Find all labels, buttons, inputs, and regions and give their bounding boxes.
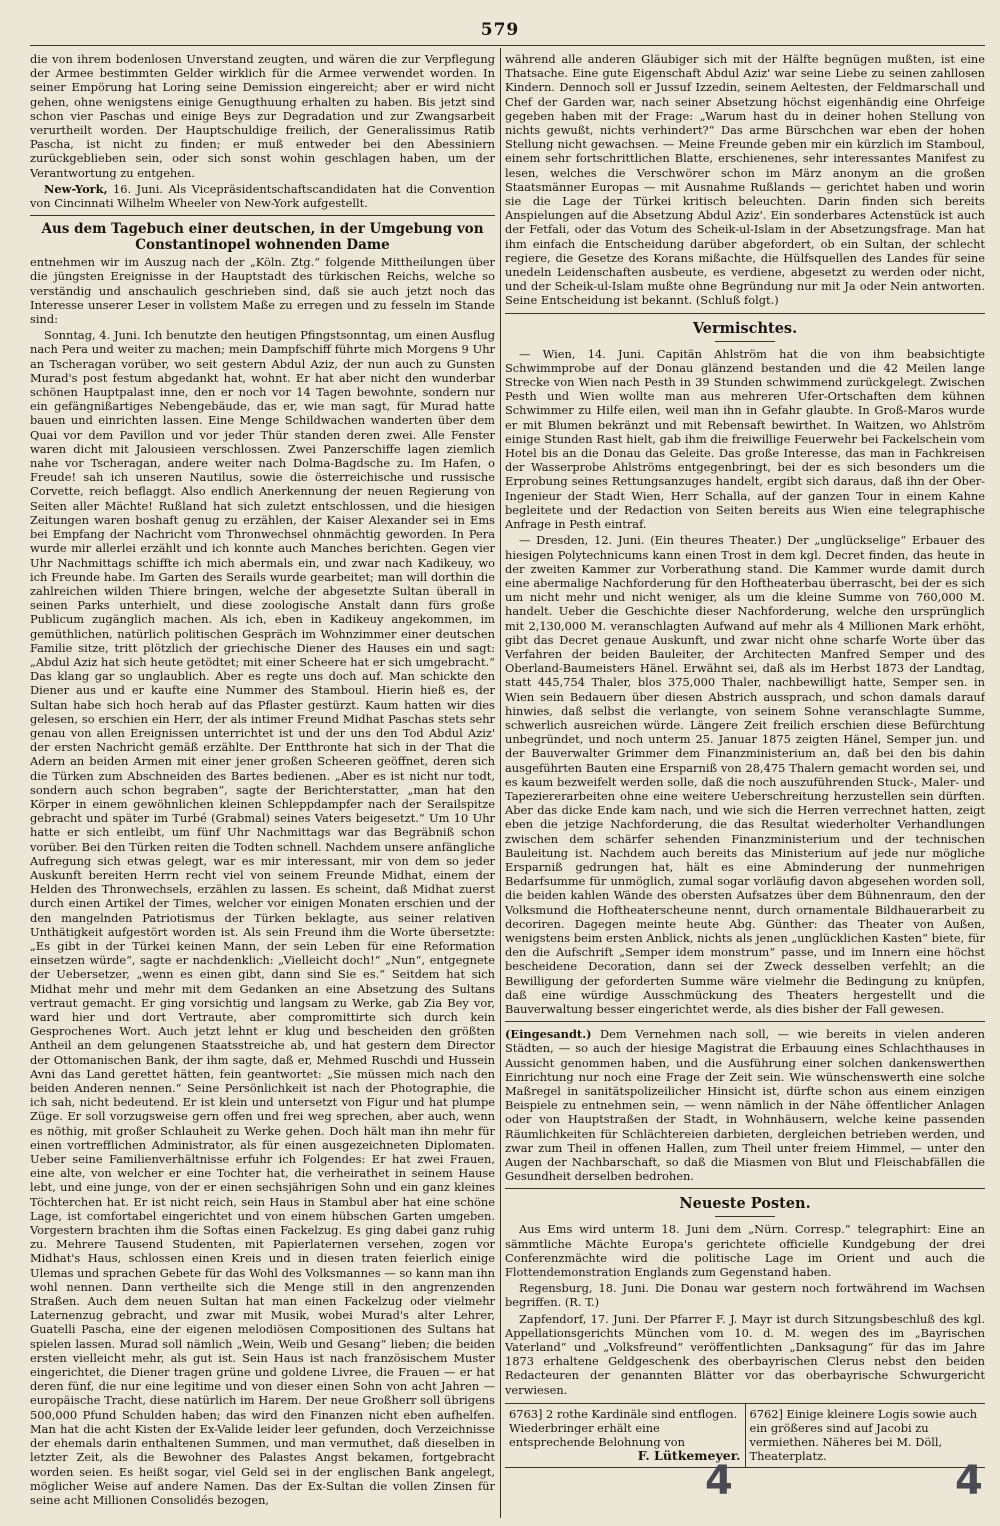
section-rule bbox=[30, 215, 495, 216]
left-column bbox=[30, 52, 495, 1512]
latest-item-ems: Aus Ems wird unterm 18. Juni dem „Nürn. Corresp.“ telegraphirt: Eine an sämmtliche Mächte Europa's gerichtete officielle Kundgebung der drei Conferenzmächte wird die politische Lage im Orient und auch die Flottendemonstration Englands zum Gegenstand haben. bbox=[505, 1222, 985, 1280]
diary-heading: Aus dem Tagebuch einer deutschen, in der Umgebung von Constantinopel wohnenden Dame bbox=[41, 221, 484, 254]
section-rule bbox=[505, 1021, 985, 1022]
diary-continuation: während alle anderen Gläubiger sich mit der Hälfte begnügen mußten, ist eine Thatsache. Eine gute Eigenschaft Abdul Aziz' war seine Liebe zu seinen zahllosen Kindern. Dennoch soll er Jussuf Izzedin, seinem Aeltesten, der Feldmarschall und Chef der Garden war, nach seiner Absetzung höchst eigenhändig eine Ohrfeige gegeben haben mit der Frage: „Warum hast du in deiner hohen Stellung von nichts gewußt, nichts verhindert?“ Das arme Bürschchen war eben der hohen Stellung nicht gewachsen. — Meine Freunde geben mir ein kürzlich im Stamboul, einem sehr fortschrittlichen Blatte, erschienenes, sehr interessantes Manifest zu lesen, welches die Verschwörer schon im März anonym an die großen Staatsmänner Europas — mit Ausnahme Rußlands — gerichtet haben und worin sie die Lage der Türkei kritisch beleuchten. Darin finden sich bereits Anspielungen auf die Absetzung Abdul Aziz'. Ein sonderbares Actenstück ist auch der Fetfali, oder das Votum des Scheik-ul-Islam in der Absetzungsfrage. Man hat ihm einfach die Entscheidung darüber abgefordert, ob ein Sultan, der schlecht regiere, die Gesetze des Korans mißachte, die Hülfsquellen des Landes für seine unedeln Leidenschaften ausbeute, es verdiene, abgesetzt zu werden oder nicht, und der Scheik-ul-Islam mußte ohne Begründung nur mit Ja oder Nein antworten. Seine Entscheidung ist bekannt. (Schluß folgt.) bbox=[505, 52, 985, 308]
eingesandt-text: Dem Vernehmen nach soll, — wie bereits in vielen anderen Städten, — so auch der hiesige Magistrat die Erbauung eines Schlachthauses in Aussicht genommen haben, und die Ausführung einer solchen dankenswerthen Einrichtung nur noch eine Frage der Zeit sein. Wie wünschenswerth eine solche Maßregel in sanitätspolizeilicher Hinsicht ist, dürfte schon aus einem einzigen Beispiele zu entnehmen sein, — wenn nämlich in der Nähe öffentlicher Anlagen oder von Hauptstraßen der Stadt, in Wohnhäusern, welche keine passenden Räumlichkeiten für Schlächtereien darbieten, dergleichen betrieben werden, und zwar zum Theil in offenen Hallen, zum Theil unter freiem Himmel, — unter den Augen der Nachbarschaft, so daß die Miasmen von Blut und Fleischabfällen die Gesundheit derselben bedrohen. bbox=[505, 1027, 985, 1184]
newyork-dateline: New-York, bbox=[44, 181, 108, 196]
ad-logis-text: 6762] Einige kleinere Logis sowie auch ein größeres sind auf Jacobi zu vermiethen. Näheres bei M. Döll, Theaterplatz. bbox=[749, 1406, 978, 1464]
latest-item-zapfendorf: Zapfendorf, 17. Juni. Der Pfarrer F. J. Mayr ist durch Sitzungsbeschluß des kgl. Appellationsgerichts München vom 10. d. M. wegen des im „Bayrischen Vaterland“ und „Volksfreund“ veröffentlichten „Danksagung“ für das im Jahre 1873 erhaltene Geldgeschenk des oberbayrischen Clerus nebst den beiden Redacteuren der genannten Blätter vor das oberbayrische Schwurgericht verwiesen. bbox=[505, 1311, 985, 1397]
short-rule bbox=[715, 341, 775, 342]
header-rule bbox=[30, 45, 985, 46]
newyork-text: 16. Juni. Als Vicepräsidentschaftscandidaten hat die Convention von Cincinnati Wilhelm Wheeler von New-York aufgestellt. bbox=[30, 181, 495, 211]
handwritten-mark: 4 bbox=[705, 1458, 733, 1504]
diary-entry: Sonntag, 4. Juni. Ich benutzte den heutigen Pfingstsonntag, um einen Ausflug nach Pera und weiter zu machen; mein Dampfschiff führte mich Morgens 9 Uhr an Tscheragan vorüber, wo seit gestern Abdul Aziz, der nun auch zu Gunsten Murad's post festum abgedankt hat, wohnt. Er hat aber nicht den wunderbar schönen Hauptpalast inne, den er noch vor 14 Tagen bewohnte, sondern nur ein gefängnißartiges Nebengebäude, das er, wie man sagt, für Murad hatte bauen und einrichten lassen. Eine Menge Schildwachen wanderten über dem Quai vor dem Pavillon und vor jeder Thür standen deren zwei. Alle Fenster waren dicht mit Jalousieen verschlossen. Zwei Panzerschiffe lagen ziemlich nahe vor Tscheragan, andere weiter nach Dolma-Bagdsche zu. Im Hafen, o Freude! sah ich unseren Nautilus, sowie die österreichische und russische Corvette, reich beflaggt. Also endlich Anerkennung der neuen Regierung von Seiten aller Mächte! Rußland hat sich zuletzt entschlossen, und die hiesigen Zeitungen waren boshaft genug zu erzählen, der Kaiser Alexander sei in Ems bei Empfang der Nachricht vom Thronwechsel ohnmächtig geworden. In Pera wurde mir allerlei erzählt und ich konnte auch Manches berichten. Gegen vier Uhr Nachmittags schiffte ich mich abermals ein, und zwar nach Kadikeuy, wo ich Freunde habe. Im Garten des Serails wurde gearbeitet; man will dorthin die zahlreichen wilden Thiere bringen, welche der abgesetzte Sultan überall in seinen Parks unterhielt, und diese zoologische Anstalt dann fürs große Publicum zugänglich machen. Als ich, eben in Kadikeuy angekommen, im gemüthlichen, natürlich politischen Gespräch im Wohnzimmer einer deutschen Familie sitze, tritt plötzlich der griechische Diener des Hauses ein und sagt: „Abdul Aziz hat sich heute getödtet; mit einer Scheere hat er sich umgebracht.“ Das klang gar so unglaublich. Aber es regte uns doch auf. Man schickte den Diener aus und er kaufte eine Nummer des Stamboul. Hierin hieß es, der Sultan habe sich hoch herab auf das Pflaster gestürzt. Kaum hatten wir dies gelesen, so erschien ein Herr, der als intimer Freund Midhat Paschas stets sehr genau von allen Ereignissen unterrichtet ist und der uns den Tod Abdul Aziz' der ersten Nachricht gemäß erzählte. Der Entthronte hat sich in der That die Adern an beiden Armen mit einer jener großen Scheeren geöffnet, deren sich die Türken zum Abschneiden des Bartes bedienen. „Aber es ist nicht nur todt, sondern auch schon begraben“, sagte der Berichterstatter, „man hat den Körper in einem gewöhnlichen kleinen Schleppdampfer nach der Serailspitze gebracht und später im Turbé (Grabmal) seines Vaters beigesetzt.“ Um 10 Uhr hatte er sich entleibt, um fünf Uhr Nachmittags war das Begräbniß schon vorüber. Bei den Türken reiten die Todten schnell. Nachdem unsere anfängliche Aufregung sich etwas gelegt, war es mir interessant, mir von dem so jeder Auskunft bereiten Herrn recht viel von seinem Freunde Midhat, einem der Helden des Thronwechsels, erzählen zu lassen. Es scheint, daß Midhat zuerst durch einen Artikel der Times, welcher vor einigen Monaten erschien und der den mangelnden Patriotismus der Türken beklagte, aus seiner relativen Unthätigkeit aufgestört worden ist. Als sein Freund ihm die Worte übersetzte: „Es gibt in der Türkei keinen Mann, der sein Leben für eine Reformation einsetzen würde“, sagte er nachdenklich: „Vielleicht doch!“ „Nun“, entgegnete der Uebersetzer, „wenn es einen gibt, dann sind Sie es.“ Seitdem hat sich Midhat mehr und mehr mit dem Gedanken an eine Absetzung des Sultans vertraut gemacht. Er ging vorsichtig und langsam zu Werke, gab Zia Bey vor, ward hier und dort Vertraute, aber compromittirte sich durch kein Gesprochenes Wort. Auch jetzt lehnt er klug und bescheiden den größten Antheil an dem gelungenen Staatsstreiche ab, und hat gestern dem Director der Ottomanischen Bank, der ihm sagte, daß er, Mehmed Ruschdi und Hussein Avni das Land gerettet hätten, fein geantwortet: „Sie müssen mich nach den beiden Anderen nennen.“ Seine Persönlichkeit ist nach der Photographie, die ich sah, nicht bedeutend. Er ist klein und untersetzt von Figur und hat plumpe Züge. Er soll vorzugsweise gern offen und frei weg sprechen, aber auch, wenn es nöthig, mit großer Schlauheit zu Werke gehen. Doch hält man ihn mehr für einen vortrefflichen Administrator, als für einen ausgezeichneten Diplomaten. Ueber seine Familienverhältnisse erfuhr ich Folgendes: Er hat zwei Frauen, eine alte, von welcher er eine Tochter hat, die verheirathet in seinem Hause lebt, und eine junge, von der er einen sechsjährigen Sohn und ein ganz kleines Töchterchen hat. Er ist nicht reich, sein Haus in Stambul aber hat eine schöne Lage, ist comfortabel eingerichtet und von einem hübschen Garten umgeben. Vorgestern brachten ihm die Softas einen Fackelzug. Es ging dabei ganz ruhig zu. Mehrere Tausend Studenten, mit Papierlaternen versehen, zogen vor Midhat's Haus, schlossen einen Kreis und in diesen traten feierlich einige Ulemas und sprachen Gebete für das Wohl des Volksmannes — so kann man ihn wohl nennen. Dann vertheilte sich die Menge still in den angrenzenden Straßen. Auch dem neuen Sultan hat man einen Fackelzug oder vielmehr Laternenzug gebracht, und zwar mit Musik, wobei Murad's alter Lehrer, Guatelli Pascha, eine der eigenen melodiösen Compositionen des Sultans hat spielen lassen. Murad soll nämlich „Wein, Weib und Gesang“ lieben; die beiden ersten vielleicht mehr, als gut ist. Sein Haus ist nach französischem Muster eingerichtet, die Diener tragen grüne und goldene Livree, die Frauen — er hat deren fünf, die nur eine legitime und von dieser einen Sohn von acht Jahren — europäische Tracht, diese natürlich im Harem. Der neue Großherr soll übrigens 500,000 Pfund Schulden haben; das wird den Finanzen nicht eben aufhelfen. Man hat die acht Kisten der Ex-Valide leider leer gefunden, doch Verzeichnisse der ehemals darin enthaltenen Summen, und man vermuthet, daß dieselben in letzter Zeit, als die Bewohner des Palastes Angst bekamen, fortgebracht worden seien. Es heißt sogar, viel Geld sei in der englischen Bank angelegt, möglicher Weise auf andere Namen. Das der Ex-Sultan die vollen Zinsen für seine acht Millionen Consolidés bezogen, bbox=[30, 328, 495, 1507]
ad-kardinaele-signature: F. Lütkemeyer. bbox=[637, 1448, 741, 1464]
ad-kardinaele-text: 6763] 2 rothe Kardinäle sind entflogen. Wiederbringer erhält eine entsprechende Belohnung von bbox=[509, 1406, 738, 1450]
right-column bbox=[505, 52, 985, 1512]
eingesandt-label: (Eingesandt.) bbox=[505, 1027, 592, 1042]
ad-logis bbox=[745, 1404, 986, 1467]
column-divider bbox=[500, 48, 501, 1518]
latest-item-regensburg: Regensburg, 18. Juni. Die Donau war gestern noch fortwährend im Wachsen begriffen. (R. T.) bbox=[505, 1281, 985, 1310]
page-number: 579 bbox=[480, 20, 520, 40]
eingesandt-item bbox=[505, 1027, 985, 1183]
diary-intro: entnehmen wir im Auszug nach der „Köln. Ztg.“ folgende Mittheilungen über die jüngsten Ereignisse in der Hauptstadt des türkischen Reichs, welche so verständig und anschaulich geschrieben sind, daß sie auch jetzt noch das Interesse unserer Leser in vollstem Maße zu erregen und zu fesseln im Stande sind: bbox=[30, 255, 495, 327]
newyork-item bbox=[30, 182, 495, 210]
misc-item-dresden: — Dresden, 12. Juni. (Ein theures Theater.) Der „unglückselige“ Erbauer des hiesigen Polytechnicums kann einen Trost in dem kgl. Decret finden, das heute in der zweiten Kammer zur Vorberathung stand. Die Kammer wurde damit durch eine abermalige Nachforderung für den Hoftheaterbau überrascht, bei der es sich um nicht mehr und nicht weniger, als um die kleine Summe von 760,000 M. handelt. Ueber die Geschichte dieser Nachforderung, welche den ursprünglich mit 2,130,000 M. veranschlagten Aufwand auf mehr als 4 Millionen Mark erhöht, gibt das Decret genaue Auskunft, und zwar nicht ohne scharfe Worte über das Verfahren der beiden Bauleiter, der Architecten Manfred Semper und des Oberland-Baumeisters Hänel. Erwähnt sei, daß als im Herbst 1873 der Landtag, statt 445,754 Thaler, blos 375,000 Thaler, nachbewilligt hatte, Semper sen. in Wien sein Bedauern über diesen Abstrich aussprach, und schon damals darauf hinwies, daß selbst die verlangte, von seinem Sohne veranschlagte Summe, schwerlich ausreichen würde. Längere Zeit freilich erschien diese Befürchtung unbegründet, und noch unterm 25. Januar 1875 zeigten Hänel, Semper jun. und der Bauverwalter Grimmer dem Finanzministerium an, daß bei den bis dahin ausgeführten Bauten eine Ersparniß von 28,475 Thalern gemacht worden sei, und es kaum bezweifelt werden solle, daß die noch auszuführenden Stuck-, Maler- und Tapeziererarbeiten ohne eine weitere Ueberschreitung herzustellen sein dürften. Aber das dicke Ende kam nach, und wie sich die Herren verrechnet hatten, zeigt eben die jetzige Nachforderung, die das Resultat wiederholter Verhandlungen zwischen dem schärfer sehenden Finanzministerium und der technischen Bauleitung ist. Nachdem auch bereits das Ministerium auf jede nur mögliche Ersparniß gedrungen hat, hält es eine Abminderung der nunmehrigen Bedarfsumme für unmöglich, zumal sogar vorläufig davon abgesehen worden soll, die beiden kahlen Wände des obersten Aufsatzes über dem Bühnenraum, den der Volksmund die Hoftheaterscheune nennt, durch ornamentale Bildhauerarbeit zu decoriren. Dagegen meinte heute Abg. Günther: das Theater von Außen, wenigstens beim ersten Anblick, nichts als jenen „unglücklichen Kasten“ biete, für den die Aufschrift „Semper idem monstrum“ passe, und im Innern eine höchst bescheidene Decoration, dann sei der Zweck desselben verfehlt; an die Bewilligung der geforderten Summe wäre vielmehr die Bedingung zu knüpfen, daß eine würdige Ausschmückung des Theaters hergestellt und die Bauverwaltung besser eingerichtet werde, als dies bisher der Fall gewesen. bbox=[505, 533, 985, 1016]
latest-heading: Neueste Posten. bbox=[679, 1195, 811, 1213]
advertisements bbox=[505, 1403, 985, 1468]
section-rule bbox=[505, 313, 985, 314]
short-rule bbox=[715, 1216, 775, 1217]
handwritten-mark: 4 bbox=[955, 1458, 983, 1504]
misc-item-wien: — Wien, 14. Juni. Capitän Ahlström hat die von ihm beabsichtigte Schwimmprobe auf der Donau glänzend bestanden und die 42 Meilen lange Strecke von Wien nach Pesth in 39 Stunden schwimmend zurückgelegt. Zwischen Pesth und Wien wollte man aus mehreren Ufer-Ortschaften dem kühnen Schwimmer zu Hilfe eilen, weil man ihn in Gefahr glaubte. In Groß-Maros wurde er mit Blumen bekränzt und mit Rebensaft bewirthet. In Waitzen, wo Ahlström einige Stunden Rast hielt, gab ihm die freiwillige Feuerwehr bei Fackelschein vom Hotel bis an die Donau das Geleite. Das große Interesse, das man in Fachkreisen der Wasserprobe Ahlströms entgegenbringt, bei der es sich besonders um die Erprobung seines Rettungsanzuges handelt, ergibt sich daraus, daß ihn der Ober-Ingenieur der Stadt Wien, Herr Schalla, auf der ganzen Tour in einem Kahne begleitete und der Redaction von Seiten bereits aus Wien eine telegraphische Anfrage in Pesth eintraf. bbox=[505, 346, 985, 532]
section-rule bbox=[505, 1188, 985, 1189]
misc-heading: Vermischtes. bbox=[692, 319, 798, 337]
intro-paragraph: die von ihrem bodenlosen Unverstand zeugten, und wären die zur Verpflegung der Armee bestimmten Gelder wirklich für die Armee verwendet worden. In seiner Empörung hat Loring seine Demission eingereicht; aber er wird nicht gehen, ohne wenigstens einige Genugthuung erhalten zu haben. Bis jetzt sind schon vier Paschas und einige Beys zur Degradation und zur Zwangsarbeit verurtheilt worden. Der Hauptschuldige freilich, der Generalissimus Ratib Pascha, ist nicht zu finden; er muß entweder bei den Abessiniern zurückgeblieben sein, oder sich sonst wohin geschlagen haben, um der Verantwortung zu entgehen. bbox=[30, 52, 495, 180]
